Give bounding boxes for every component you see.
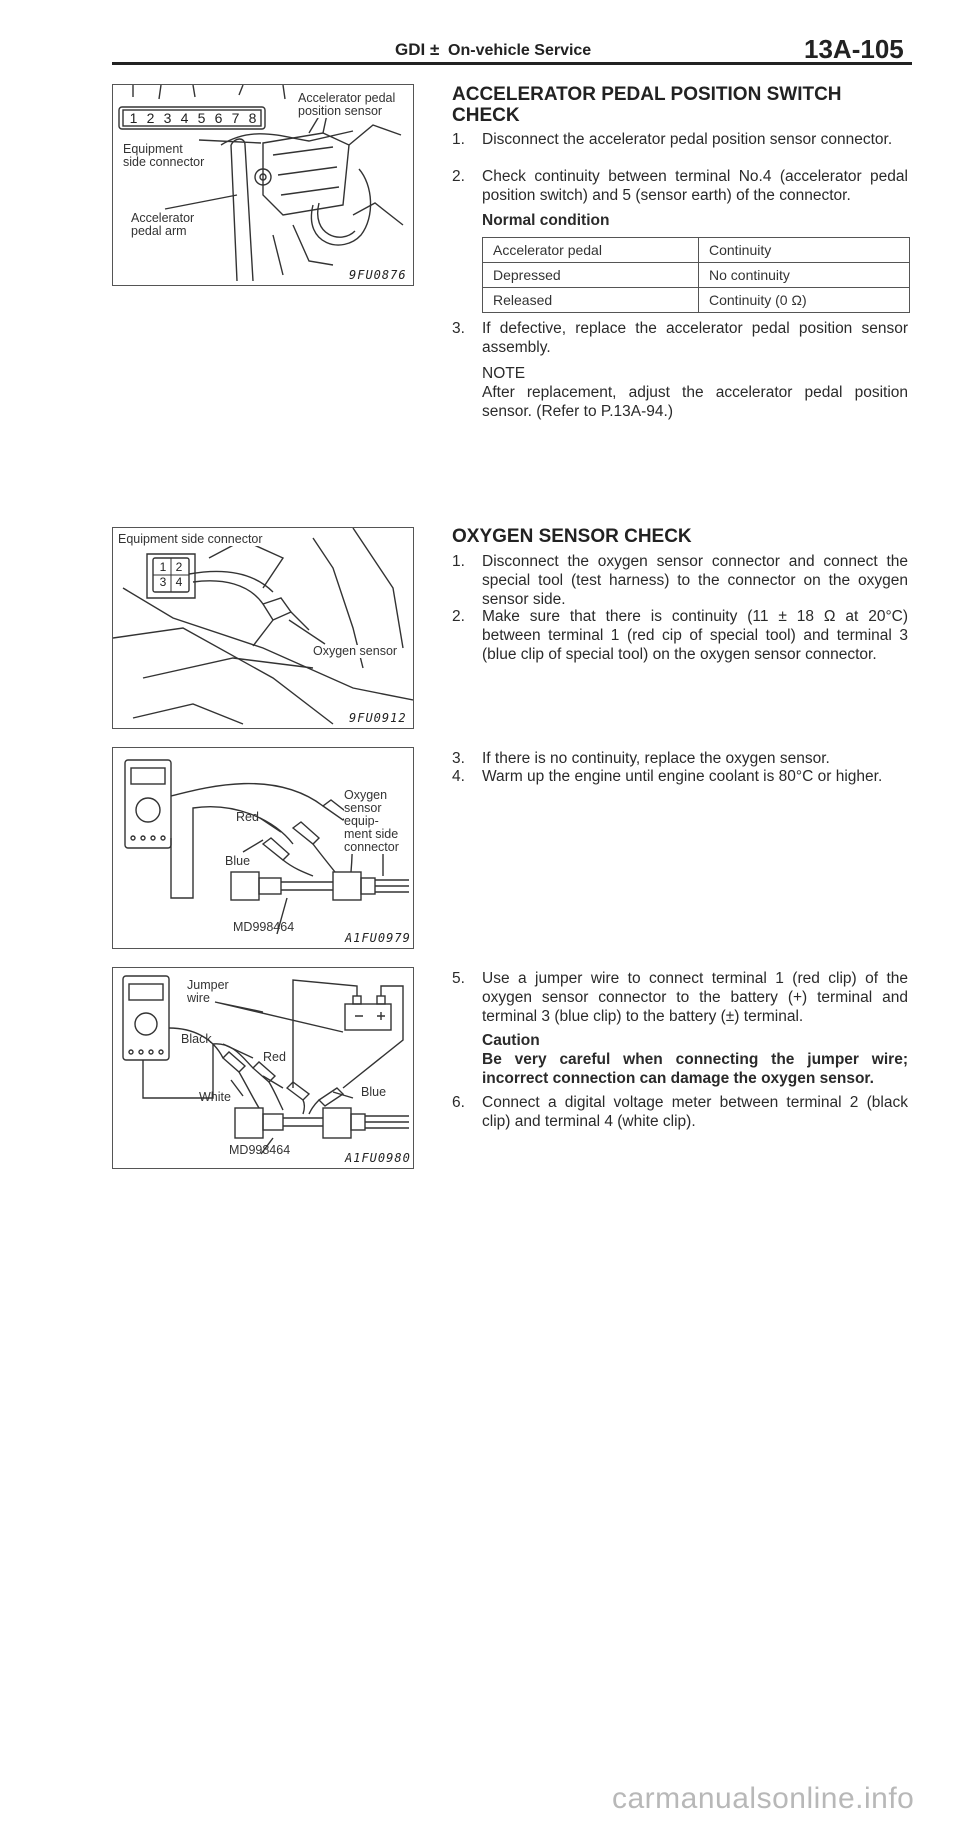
label-special-tool: MD998464: [229, 1143, 291, 1157]
step-text: Use a jumper wire to connect terminal 1 (red clip) of the oxygen sensor connector to the battery (+) terminal and terminal 3 (blue clip) to the battery (±) terminal.: [482, 970, 908, 1025]
step-3: [452, 749, 908, 768]
table-row: [483, 288, 910, 313]
figure-code: 9FU0912: [349, 711, 407, 725]
label-jumper-wire: Jumper wire: [187, 978, 229, 1005]
step-text: If there is no continuity, replace the oxygen sensor.: [482, 750, 830, 767]
pin-number: 7: [231, 110, 240, 126]
step-number: 1.: [452, 131, 465, 148]
subsection-name: On-vehicle Service: [448, 42, 592, 59]
figure-4-drawing: [113, 968, 413, 1168]
label-black-clip: Black: [181, 1032, 212, 1046]
figure-code: A1FU0979: [345, 931, 411, 945]
step-text: Warm up the engine until engine coolant is 80°C or higher.: [482, 768, 883, 785]
pin-number: 2: [146, 110, 155, 126]
header-rule: [112, 62, 912, 65]
pin-number: 5: [197, 110, 206, 126]
figure-continuity-test: [112, 747, 414, 949]
normal-condition-title: Normal condition: [482, 212, 610, 229]
step-text: Connect a digital voltage meter between terminal 2 (black clip) and terminal 4 (white clip).: [482, 1094, 908, 1130]
figure-code: 9FU0876: [349, 268, 407, 282]
label-oxygen-sensor-connector: Oxygen sensor equip- ment side connector: [344, 788, 399, 854]
label-special-tool: MD998464: [233, 920, 295, 934]
table-cell: Accelerator pedal: [483, 238, 699, 263]
continuity-table: [482, 237, 910, 313]
label-red-clip: Red: [263, 1050, 286, 1064]
step-2: [452, 607, 908, 664]
step-text: Make sure that there is continuity (11 ± 18 Ω at 20°C) between terminal 1 (red cip of special tool) and terminal 3 (blue clip of special tool) on the oxygen sensor connector.: [482, 608, 908, 663]
table-row: [483, 263, 910, 288]
figure-code: A1FU0980: [345, 1151, 411, 1165]
step-number: 3.: [452, 320, 465, 337]
label-white-clip: White: [199, 1090, 231, 1104]
label-accelerator-pedal-arm: Accelerator pedal arm: [131, 211, 195, 238]
step-2: [452, 167, 908, 205]
step-text: If defective, replace the accelerator pedal position sensor assembly.: [482, 320, 908, 356]
table-cell: Continuity: [699, 238, 910, 263]
step-text: Disconnect the oxygen sensor connector and connect the special tool (test harness) to the connector on the oxygen sensor side.: [482, 553, 908, 608]
section-name: GDI ±: [395, 40, 440, 59]
step-4: [452, 767, 908, 786]
table-cell: Depressed: [483, 263, 699, 288]
pin-number: 2: [175, 560, 183, 574]
label-equipment-side-connector: Equipment side connector: [123, 142, 205, 169]
table-cell: Released: [483, 288, 699, 313]
step-1: [452, 552, 908, 609]
label-equipment-side-connector: Equipment side connector: [118, 532, 263, 546]
connector-pin-grid: [155, 560, 187, 590]
pin-number: 4: [180, 110, 189, 126]
table-cell: No continuity: [699, 263, 910, 288]
caution-title: Caution: [482, 1032, 540, 1049]
step-5: [452, 969, 908, 1026]
step-1: [452, 130, 908, 149]
pin-number: 4: [175, 575, 183, 589]
note-text: After replacement, adjust the accelerator pedal position sensor. (Refer to P.13A-94.): [482, 384, 908, 420]
step-3: [452, 319, 908, 357]
label-red-clip: Red: [236, 810, 259, 824]
step-number: 6.: [452, 1094, 465, 1111]
step-number: 4.: [452, 768, 465, 785]
step-text: Disconnect the accelerator pedal position sensor connector.: [482, 131, 893, 148]
pin-number: 1: [129, 110, 138, 126]
pin-number: 8: [248, 110, 257, 126]
step-number: 1.: [452, 553, 465, 570]
figure-2-drawing: [113, 528, 413, 728]
page-number: 13A-105: [804, 34, 904, 64]
section-heading-accelerator-pedal-switch: ACCELERATOR PEDAL POSITION SWITCH CHECK: [452, 84, 842, 126]
figure-oxygen-sensor-location: [112, 527, 414, 729]
label-accelerator-pedal-position-sensor: Accelerator pedal position sensor: [298, 91, 396, 118]
label-blue-clip: Blue: [361, 1085, 387, 1099]
step-text: Check continuity between terminal No.4 (accelerator pedal position switch) and 5 (sensor earth) of the connector.: [482, 168, 908, 204]
step-6: [452, 1093, 908, 1131]
step-number: 2.: [452, 168, 465, 185]
step-number: 5.: [452, 970, 465, 987]
pin-number: 6: [214, 110, 223, 126]
figure-jumper-wire-test: [112, 967, 414, 1169]
pin-number: 3: [159, 575, 167, 589]
caution-text: Be very careful when connecting the jumper wire; incorrect connection can damage the oxygen sensor.: [482, 1051, 908, 1087]
pin-number: 3: [163, 110, 172, 126]
label-blue-clip: Blue: [225, 854, 251, 868]
label-oxygen-sensor: Oxygen sensor: [313, 644, 398, 658]
figure-accelerator-pedal-sensor: [112, 84, 414, 286]
pin-number: 1: [159, 560, 167, 574]
note-title: NOTE: [482, 365, 526, 382]
step-number: 2.: [452, 608, 465, 625]
page-header-title: [395, 40, 591, 60]
connector-pin-strip: [125, 111, 261, 126]
table-row: [483, 238, 910, 263]
section-heading-oxygen-sensor-check: OXYGEN SENSOR CHECK: [452, 526, 692, 547]
footer-watermark: carmanualsonline.info: [612, 1782, 915, 1815]
table-cell: Continuity (0 Ω): [699, 288, 910, 313]
step-number: 3.: [452, 750, 465, 767]
